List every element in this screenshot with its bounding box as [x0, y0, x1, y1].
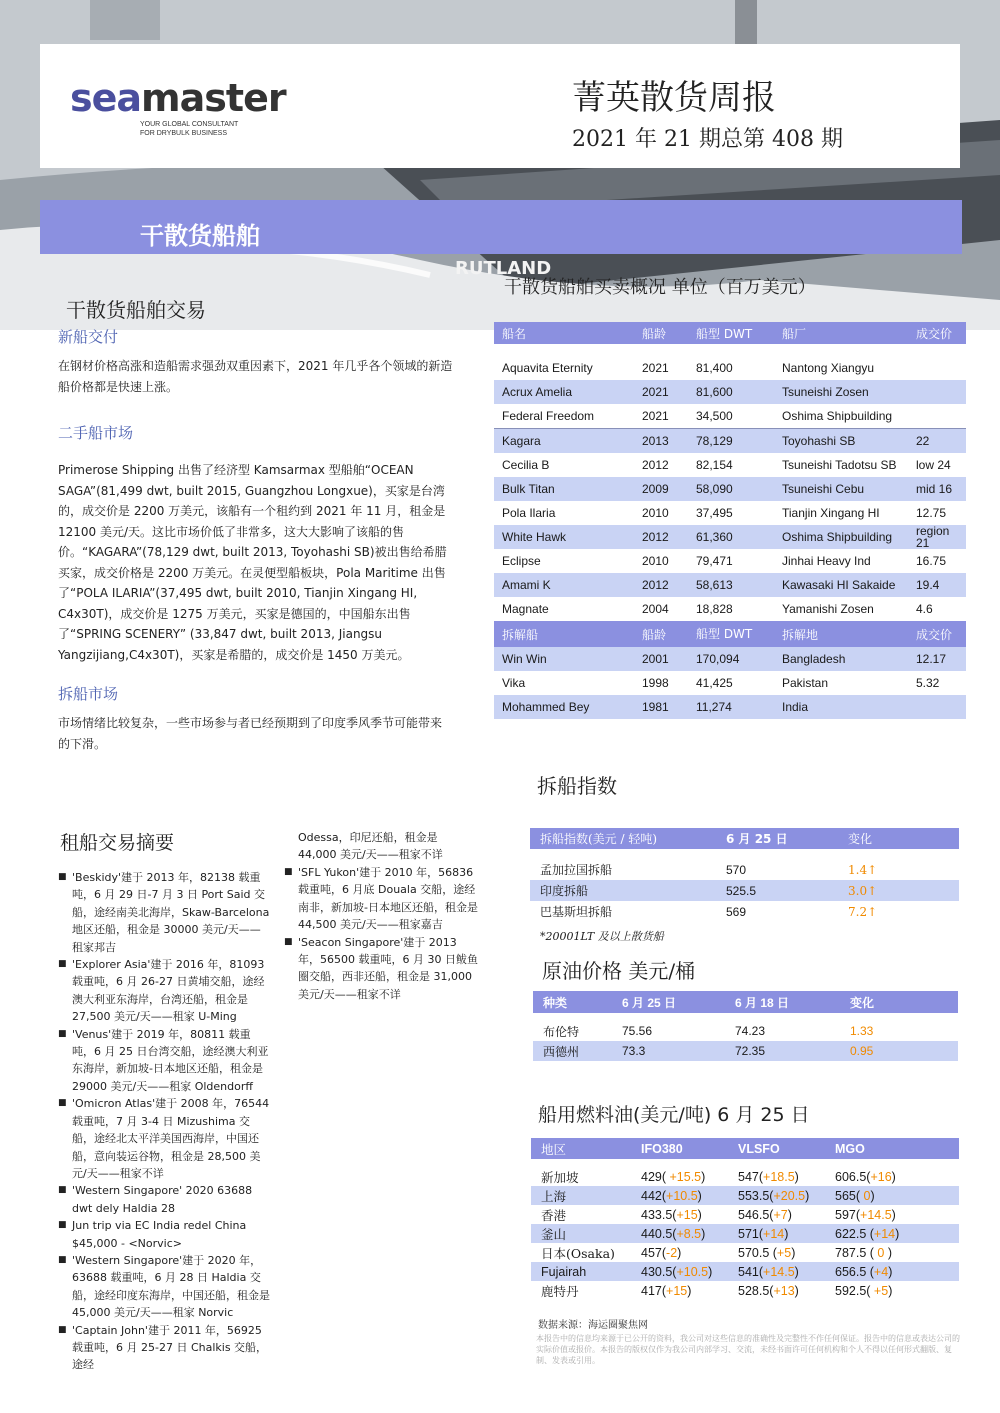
table-row: 巴基斯坦拆船 569 7.2↑ — [540, 904, 878, 919]
charter-title: 租船交易摘要 — [60, 832, 175, 854]
table-row: 日本(Osaka) 457(-2) 570.5 (+5) 787.5 ( 0 ) — [541, 1245, 892, 1261]
table-row: Mohammed Bey 1981 11,274 India — [494, 695, 966, 719]
table-row: Federal Freedom 2021 34,500 Oshima Shipbuilding — [502, 409, 893, 423]
charter-continued-text: Odessa，印尼还船，租金是 44,000 美元/天——租家不详 — [298, 831, 443, 862]
list-item: ■ 'Western Singapore'建于 2020 年，63688 载重吨，6 月 28 日 Haldia 交船，途经印度东海岸，中国还船，租金是 45,000 美元/天——租家 Norvic — [58, 1252, 270, 1322]
list-item: ■ 'SFL Yukon'建于 2010 年，56836 载重吨，6 月底 Douala 交船，途经南非，新加坡-日本地区还船，租金是 44,500 美元/天——租家嘉吉 — [284, 864, 478, 934]
section-band-title: 干散货船舶 — [140, 222, 260, 250]
oil-price-table — [533, 991, 958, 1061]
demo-table-header: 拆解船 船龄 船型 DWT 拆解地 成交价 — [494, 621, 966, 647]
list-item: ■ 'Seacon Singapore'建于 2013 年，56500 载重吨，6 月 30 日鲅鱼圈交船，西非还船，租金是 31,000 美元/天——租家不详 — [284, 934, 478, 1004]
ship-name-text: RUTLAND — [455, 258, 552, 279]
list-item: ■ 'Omicron Atlas'建于 2008 年，76544 载重吨，7 月 3-4 日 Mizushima 交船，途经北太平洋美国西海岸，中国还船，意向装运谷物，租金是 28,500 美元/天——租家不详 — [58, 1095, 270, 1182]
table-row: Amami K 2012 58,613 Kawasaki HI Sakaide 19.4 — [494, 573, 966, 597]
table-row: Eclipse 2010 79,471 Jinhai Heavy Ind 16.75 — [502, 554, 947, 568]
table-row: Bulk Titan 2009 58,090 Tsuneishi Cebu mid 16 — [494, 477, 966, 501]
oil-table-header: 种类 6 月 25 日 6 月 18 日 变化 — [533, 991, 958, 1013]
table-row: Cecilia B 2012 82,154 Tsuneishi Tadotsu SB low 24 — [502, 458, 951, 472]
table-row: 孟加拉国拆船 570 1.4↑ — [540, 862, 878, 877]
table-row: 鹿特丹 417(+15) 528.5(+13) 592.5( +5) — [541, 1283, 893, 1299]
section-title-trading: 干散货船舶交易 — [66, 298, 206, 322]
table-row: Kagara 2013 78,129 Toyohashi SB 22 — [494, 429, 966, 454]
list-item: ■ 'Captain John'建于 2011 年，56925 载重吨，6 月 25-27 日 Chalkis 交船，途经 — [58, 1322, 270, 1374]
table-row: 香港 433.5(+15) 546.5(+7) 597(+14.5) — [541, 1207, 896, 1223]
col-header: 船龄 — [634, 322, 688, 344]
col-header: 船名 — [494, 322, 634, 344]
report-title: 菁英散货周报 — [572, 78, 776, 118]
subhead-newbuild: 新船交付 — [58, 328, 119, 346]
oil-title: 原油价格 美元/桶 — [542, 959, 696, 983]
bunker-price-table — [531, 1138, 959, 1300]
table-row: 上海 442(+10.5) 553.5(+20.5) 565( 0) — [531, 1186, 959, 1205]
table-row: 印度拆船 525.5 3.0↑ — [530, 880, 959, 901]
demolition-index-header: 拆船指数(美元 / 轻吨) 6 月 25 日 变化 — [530, 828, 959, 849]
table-row: Acrux Amelia 2021 81,600 Tsuneishi Zosen — [494, 380, 966, 404]
list-item: ■ 'Western Singapore' 2020 63688 dwt dely Haldia 28 — [58, 1182, 270, 1217]
table-row: 西德州 73.3 72.35 0.95 — [533, 1041, 958, 1061]
table-row: Win Win 2001 170,094 Bangladesh 12.17 — [494, 647, 966, 671]
list-item: ■ 'Beskidy'建于 2013 年，82138 载重吨，6 月 29 日-7 月 3 日 Port Said 交船，途经南美北海岸，Skaw-Barcelona 地区还船，租金是 30000 美元/天——租家邦吉 — [58, 869, 270, 956]
disclaimer-text: 本报告中的信息均来源于已公开的资料，我公司对这些信息的准确性及完整性不作任何保证。报告中的信息或表达公司的实际价值或报价。本报告的版权仅作为我公司内部学习、交流，未经书面许可任何机构和个人不得以任何形式翻版、复制、发表或引用。 — [536, 1334, 960, 1365]
demolition-index-title: 拆船指数 — [537, 774, 617, 798]
table-row: 新加坡 429( +15.5) 547(+18.5) 606.5(+16) — [541, 1169, 896, 1185]
charter-list-right — [284, 864, 478, 1003]
table-row: 布伦特 75.56 74.23 1.33 — [543, 1024, 874, 1039]
sale-purchase-table — [494, 322, 966, 719]
charter-list-left — [58, 869, 270, 1374]
table-row: Pola Ilaria 2010 37,495 Tianjin Xingang HI 12.75 — [502, 506, 947, 520]
table-row: Magnate 2004 18,828 Yamanishi Zosen 4.6 — [502, 602, 933, 616]
sale-table-header — [494, 322, 966, 344]
bunker-title: 船用燃料油(美元/吨) 6 月 25 日 — [538, 1104, 810, 1126]
sale-table-title: 干散货船舶买卖概况 单位（百万美元） — [504, 277, 816, 298]
subhead-demolition: 拆船市场 — [58, 685, 119, 703]
table-row: 釜山 440.5(+8.5) 571(+14) 622.5 (+14) — [531, 1224, 959, 1243]
col-header: 船型 DWT — [688, 322, 774, 344]
list-item: ■ 'Venus'建于 2019 年，80811 载重吨，6 月 25 日台湾交船，途经澳大利亚东海岸，新加坡-日本地区还船，租金是 29000 美元/天——租家 Oldendorff — [58, 1026, 270, 1096]
secondhand-text: Primerose Shipping 出售了经济型 Kamsarmax 型船舶“OCEAN SAGA”(81,499 dwt, built 2015, Guangzhou Longxue)，买家是台湾的，成交价是 2200 万美元，该船有一个租约到 2021 年 11 月，租金是 12100 美元/天。这比市场价低了非常多，这大大影响了该船的售价。“KAGARA”(78,129 dwt, built 2013, Toyohashi SB)被出售给希腊买家，成交价格是 2200 万美元。在灵便型船板块，Pola Maritime 出售了“POLA ILARIA”(37,495 dwt, built 2010, Tianjin Xingang HI, C4x30T)，成交价是 1275 万美元，买家是德国的，中国船东出售了“SPRING SCENERY” (33,847 dwt, built 2013, Jiangsu Yangzijiang,C4x30T)，买家是希腊的，成交价是 1450 万美元。 — [58, 463, 447, 662]
table-row: Vika 1998 41,425 Pakistan 5.32 — [502, 676, 940, 690]
bunker-table-header: 地区 IFO380 VLSFO MGO — [531, 1138, 959, 1159]
issue-number: 2021 年 21 期总第 408 期 — [572, 127, 843, 152]
demolition-index-note: *20001LT 及以上散货船 — [540, 930, 664, 943]
table-row: Aquavita Eternity 2021 81,400 Nantong Xiangyu — [502, 361, 875, 375]
col-header: 成交价 — [908, 322, 966, 344]
list-item: ■ 'Explorer Asia'建于 2016 年，81093 载重吨，6 月 26-27 日黄埔交船，途经澳大利亚东海岸，台湾还船，租金是 27,500 美元/天——租家 U-Ming — [58, 956, 270, 1026]
logo-tagline: YOUR GLOBAL CONSULTANT FOR DRYBULK BUSINESS — [140, 121, 239, 137]
table-row: Fujairah 430.5(+10.5) 541(+14.5) 656.5 (+4) — [531, 1262, 959, 1281]
demolition-text: 市场情绪比较复杂，一些市场参与者已经预期到了印度季风季节可能带来的下滑。 — [58, 716, 443, 751]
data-source: 数据来源：海运圈聚焦网 — [538, 1320, 648, 1331]
table-row: White Hawk 2012 61,360 Oshima Shipbuilding region 21 — [494, 525, 966, 549]
newbuild-text: 在钢材价格高涨和造船需求强劲双重因素下，2021 年几乎各个领域的新造船价格都是快速上涨。 — [58, 359, 453, 394]
subhead-secondhand: 二手船市场 — [58, 424, 134, 442]
list-item: ■ Jun trip via EC India redel China $45,000 - <Norvic> — [58, 1217, 270, 1252]
col-header: 船厂 — [774, 322, 908, 344]
seamaster-logo: seamaster — [70, 76, 286, 120]
demolition-index-table — [530, 828, 959, 922]
